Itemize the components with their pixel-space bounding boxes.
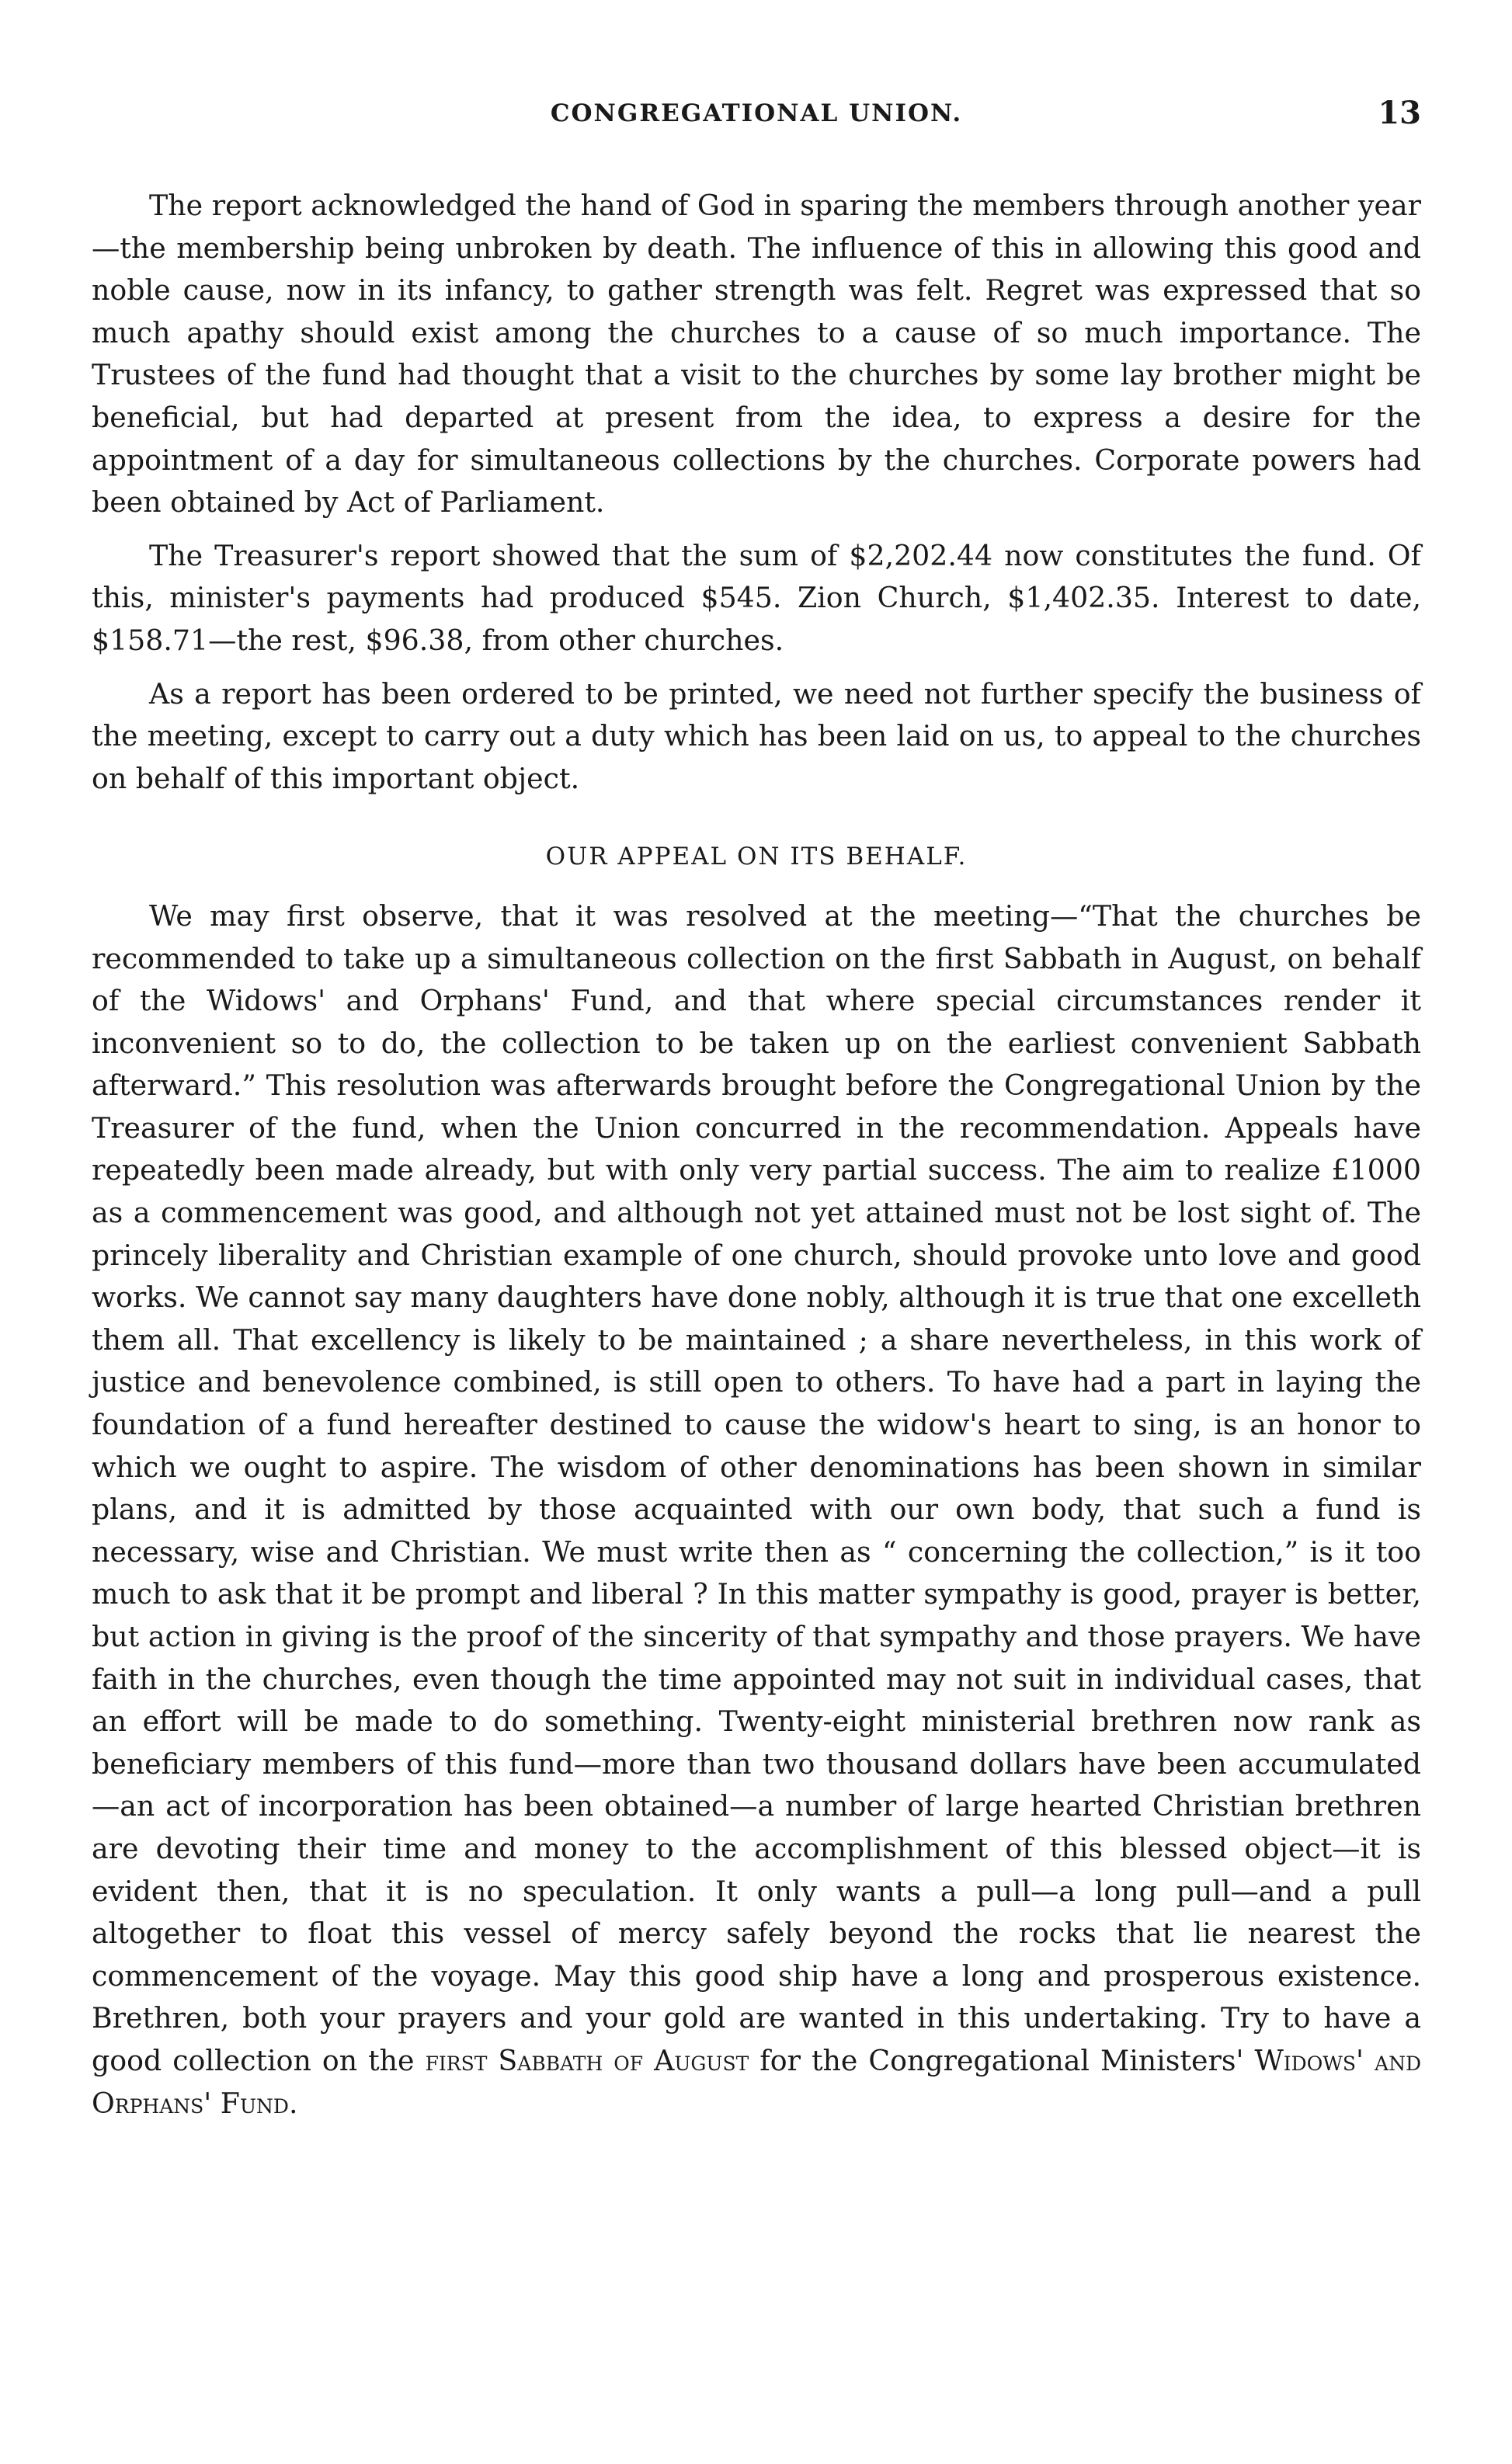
paragraph-appeal [92,895,1421,2125]
appeal-body: We may first observe, that it was resolved at the meeting—“That the churches be recommended to take up a simultaneous collection on the first Sabbath in August, on behalf of the Widows' and Orphans' Fund, and that where special circumstances render it inconvenient so to do, the collection to be taken up on the earliest convenient Sabbath afterward.” This resolution was afterwards brought before the Congregational Union by the Treasurer of the fund, when the Union concurred in the recommendation. Appeals have repeatedly been made already, but with only very partial success. The aim to realize £1000 as a commencement was good, and although not yet attained must not be lost sight of. The princely liberality and Christian example of one church, should provoke unto love and good works. We cannot say many daughters have done nobly, although it is true that one excelleth them all. That excellency is likely to be maintained ; a share nevertheless, in this work of justice and benevolence combined, is still open to others. To have had a part in laying the foundation of a fund hereafter destined to cause the widow's heart to sing, is an honor to which we ought to aspire. The wisdom of other denominations has been shown in similar plans, and it is admitted by those acquainted with our own body, that such a fund is necessary, wise and Christian. We must write then as “ concerning the collection,” is it too much to ask that it be prompt and liberal ? In this matter sympathy is good, prayer is better, but action in giving is the proof of the sincerity of that sympathy and those prayers. We have faith in the churches, even though the time appointed may not suit in individual cases, that an effort will be made to do something. Twenty-eight ministerial brethren now rank as beneficiary members of this fund—more than two thousand dollars have been accumulated—an act of incorporation has been obtained—a number of large hearted Christian brethren are devoting their time and money to the accomplishment of this blessed object—it is evident then, that it is no speculation. It only wants a pull—a long pull—and a pull altogether to float this vessel of mercy safely beyond the rocks that lie nearest the commencement of the voyage. May this good ship have a long and prosperous existence. Brethren, both your prayers and your gold are wanted in this undertaking. Try to have a good collection on the [92,898,1421,2077]
page-header [92,95,1421,146]
paragraph-treasurer: The Treasurer's report showed that the sum of $2,202.44 now constitutes the fund. Of this, minister's payments had produced $545. Zion Church, $1,402.35. Interest to date, $158.71—the rest, $96.38, from other churches. [92,538,1421,657]
paragraph-business: As a report has been ordered to be printed, we need not further specify the business of the meeting, except to carry out a duty which has been laid on us, to appeal to the churches on behalf of this important object. [92,676,1421,795]
section-heading: OUR APPEAL ON ITS BEHALF. [545,843,968,871]
appeal-end: . [288,2086,298,2120]
running-head: CONGREGATIONAL UNION. [550,99,963,127]
appeal-between: for the Congregational Ministers' [749,2043,1255,2077]
body-text [92,185,1421,2406]
page-number: 13 [1378,95,1421,131]
emphasis-widows-orphans-fund: Widows' and Orphans' Fund [92,2043,1421,2120]
emphasis-first-sabbath: first Sabbath of August [425,2043,749,2077]
paragraph-report: The report acknowledged the hand of God in sparing the members through another year—the membership being unbroken by death. The influence of this in allowing this good and noble cause, now in its infancy, to gather strength was felt. Regret was expressed that so much apathy should exist among the churches to a cause of so much importance. The Trustees of the fund had thought that a visit to the churches by some lay brother might be beneficial, but had departed at present from the idea, to express a desire for the appointment of a day for simultaneous collections by the churches. Corporate powers had been obtained by Act of Parliament. [92,189,1421,520]
